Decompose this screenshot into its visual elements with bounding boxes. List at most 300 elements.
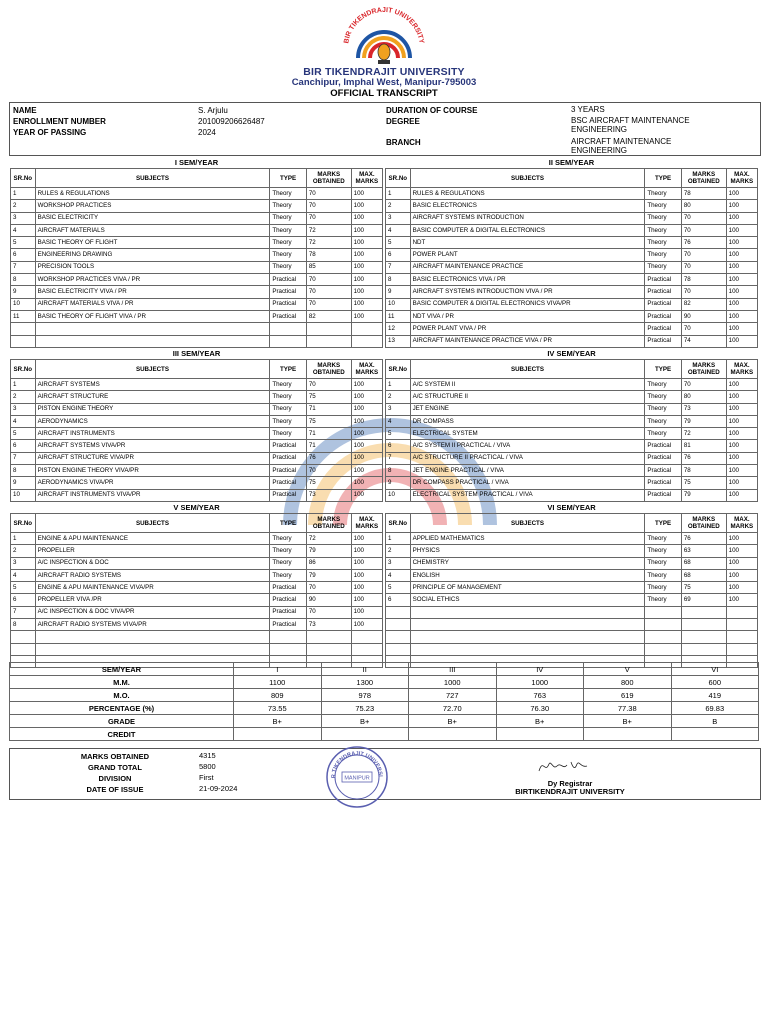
cell-marks-obtained bbox=[306, 643, 351, 655]
cell-subject: BASIC THEORY OF FLIGHT VIVA / PR bbox=[35, 310, 270, 322]
summary-cell: B+ bbox=[321, 715, 409, 728]
table-row bbox=[11, 310, 383, 322]
cell-type: Theory bbox=[645, 224, 682, 236]
cell-type: Theory bbox=[270, 379, 307, 391]
cell-subject: AIRCRAFT SYSTEMS INTRODUCTION VIVA / PR bbox=[410, 286, 645, 298]
cell-srno: 11 bbox=[11, 310, 36, 322]
summary-header-cell: VI bbox=[671, 663, 759, 676]
cell-type: Practical bbox=[270, 310, 307, 322]
table-row bbox=[11, 274, 383, 286]
semester-title: V SEM/YEAR bbox=[173, 503, 220, 512]
summary-cell: M.M. bbox=[10, 676, 234, 689]
table-row bbox=[11, 569, 383, 581]
table-row bbox=[11, 391, 383, 403]
cell-srno: 9 bbox=[386, 477, 411, 489]
cell-max-marks: 100 bbox=[351, 594, 382, 606]
col-type: TYPE bbox=[645, 360, 682, 379]
cell-subject: AERODYNAMICS bbox=[35, 415, 270, 427]
cell-type: Practical bbox=[645, 440, 682, 452]
cell-srno: 2 bbox=[386, 391, 411, 403]
table-row bbox=[11, 249, 383, 261]
cell-max-marks: 100 bbox=[351, 224, 382, 236]
cell-type: Practical bbox=[645, 310, 682, 322]
cell-subject: JET ENGINE PRACTICAL / VIVA bbox=[410, 465, 645, 477]
cell-subject: BASIC COMPUTER & DIGITAL ELECTRONICS bbox=[410, 224, 645, 236]
cell-srno bbox=[386, 643, 411, 655]
cell-type: Practical bbox=[270, 619, 307, 631]
cell-max-marks: 100 bbox=[726, 545, 757, 557]
table-row bbox=[11, 224, 383, 236]
table-row bbox=[386, 440, 758, 452]
cell-srno: 7 bbox=[386, 452, 411, 464]
cell-subject: RULES & REGULATIONS bbox=[410, 188, 645, 200]
cell-srno: 4 bbox=[11, 224, 36, 236]
summary-cell: 809 bbox=[234, 689, 322, 702]
col-subjects: SUBJECTS bbox=[410, 169, 645, 188]
branch-label: BRANCH bbox=[386, 138, 421, 147]
semester-title: II SEM/YEAR bbox=[548, 158, 595, 167]
table-row bbox=[386, 452, 758, 464]
cell-type: Practical bbox=[645, 477, 682, 489]
cell-marks-obtained: 73 bbox=[681, 403, 726, 415]
duration-label: DURATION OF COURSE bbox=[386, 106, 478, 115]
date-of-issue-value: 21-09-2024 bbox=[199, 784, 238, 793]
cell-marks-obtained: 85 bbox=[306, 261, 351, 273]
cell-max-marks: 100 bbox=[351, 619, 382, 631]
cell-marks-obtained: 73 bbox=[306, 619, 351, 631]
cell-srno: 3 bbox=[11, 403, 36, 415]
table-row bbox=[386, 465, 758, 477]
year-label: YEAR OF PASSING bbox=[13, 128, 87, 137]
cell-srno: 13 bbox=[386, 335, 411, 347]
semester-table-6 bbox=[385, 503, 758, 668]
cell-max-marks: 100 bbox=[351, 440, 382, 452]
table-row bbox=[11, 631, 383, 643]
cell-max-marks: 100 bbox=[351, 428, 382, 440]
cell-marks-obtained: 75 bbox=[306, 391, 351, 403]
table-row bbox=[11, 212, 383, 224]
cell-type: Practical bbox=[270, 440, 307, 452]
cell-type: Theory bbox=[270, 533, 307, 545]
cell-marks-obtained: 75 bbox=[306, 415, 351, 427]
cell-marks-obtained: 72 bbox=[306, 237, 351, 249]
table-row bbox=[386, 310, 758, 322]
table-row bbox=[386, 237, 758, 249]
cell-marks-obtained: 70 bbox=[681, 379, 726, 391]
cell-subject: AIRCRAFT MATERIALS bbox=[35, 224, 270, 236]
cell-max-marks: 100 bbox=[726, 489, 757, 501]
col-max-marks: MAX. MARKS bbox=[351, 169, 382, 188]
col-subjects: SUBJECTS bbox=[410, 360, 645, 379]
table-row bbox=[11, 477, 383, 489]
cell-type: Theory bbox=[645, 557, 682, 569]
cell-srno: 2 bbox=[11, 545, 36, 557]
cell-type: Theory bbox=[645, 261, 682, 273]
semester-title: IV SEM/YEAR bbox=[547, 349, 596, 358]
col-max-marks: MAX. MARKS bbox=[351, 514, 382, 533]
cell-marks-obtained: 82 bbox=[681, 298, 726, 310]
cell-type: Practical bbox=[270, 298, 307, 310]
summary-header-cell: III bbox=[409, 663, 497, 676]
cell-marks-obtained: 70 bbox=[306, 582, 351, 594]
semester-table-5 bbox=[10, 503, 383, 668]
table-row bbox=[11, 594, 383, 606]
cell-subject: PISTON ENGINE THEORY bbox=[35, 403, 270, 415]
cell-srno bbox=[386, 619, 411, 631]
cell-subject bbox=[410, 606, 645, 618]
cell-type: Theory bbox=[270, 188, 307, 200]
cell-subject: JET ENGINE bbox=[410, 403, 645, 415]
cell-srno: 5 bbox=[386, 582, 411, 594]
col-type: TYPE bbox=[270, 514, 307, 533]
table-row bbox=[386, 286, 758, 298]
branch-value-1: AIRCRAFT MAINTENANCE bbox=[571, 137, 672, 146]
grand-total-label: GRAND TOTAL bbox=[88, 763, 142, 772]
semester-table-3 bbox=[10, 349, 383, 502]
duration-value: 3 YEARS bbox=[571, 105, 605, 114]
cell-max-marks: 100 bbox=[351, 200, 382, 212]
summary-cell bbox=[234, 728, 322, 741]
university-address: Canchipur, Imphal West, Manipur-795003 bbox=[291, 77, 477, 88]
col-subjects: SUBJECTS bbox=[35, 169, 270, 188]
table-row bbox=[11, 557, 383, 569]
cell-subject: PRINCIPLE OF MANAGEMENT bbox=[410, 582, 645, 594]
cell-srno: 12 bbox=[386, 323, 411, 335]
col-srno: SR.No bbox=[11, 360, 36, 379]
cell-max-marks: 100 bbox=[726, 237, 757, 249]
cell-marks-obtained: 70 bbox=[306, 274, 351, 286]
cell-srno: 10 bbox=[386, 298, 411, 310]
name-value: S. Arjulu bbox=[198, 106, 228, 115]
cell-max-marks: 100 bbox=[351, 403, 382, 415]
cell-marks-obtained bbox=[681, 631, 726, 643]
cell-srno: 5 bbox=[386, 428, 411, 440]
cell-subject: AIRCRAFT MAINTENANCE PRACTICE VIVA / PR bbox=[410, 335, 645, 347]
cell-srno: 6 bbox=[386, 594, 411, 606]
table-row bbox=[11, 298, 383, 310]
cell-type: Practical bbox=[645, 323, 682, 335]
cell-marks-obtained: 76 bbox=[681, 237, 726, 249]
cell-srno: 6 bbox=[11, 249, 36, 261]
cell-type bbox=[645, 631, 682, 643]
cell-type bbox=[645, 606, 682, 618]
summary-header-cell: V bbox=[584, 663, 672, 676]
cell-max-marks: 100 bbox=[726, 391, 757, 403]
cell-max-marks: 100 bbox=[726, 335, 757, 347]
cell-type: Practical bbox=[645, 452, 682, 464]
cell-subject: AIRCRAFT RADIO SYSTEMS VIVA/PR bbox=[35, 619, 270, 631]
degree-label: DEGREE bbox=[386, 117, 420, 126]
cell-marks-obtained: 70 bbox=[306, 606, 351, 618]
cell-marks-obtained: 70 bbox=[681, 224, 726, 236]
cell-max-marks: 100 bbox=[351, 310, 382, 322]
svg-text:MANIPUR: MANIPUR bbox=[344, 775, 370, 782]
cell-marks-obtained: 78 bbox=[681, 274, 726, 286]
cell-max-marks bbox=[351, 643, 382, 655]
cell-type: Theory bbox=[645, 249, 682, 261]
cell-marks-obtained bbox=[306, 335, 351, 347]
cell-marks-obtained: 82 bbox=[306, 310, 351, 322]
col-srno: SR.No bbox=[11, 514, 36, 533]
cell-srno: 7 bbox=[11, 261, 36, 273]
cell-subject: AIRCRAFT STRUCTURE VIVA/PR bbox=[35, 452, 270, 464]
cell-type: Theory bbox=[270, 545, 307, 557]
cell-srno: 6 bbox=[11, 440, 36, 452]
table-row bbox=[11, 582, 383, 594]
cell-max-marks: 100 bbox=[726, 403, 757, 415]
cell-max-marks: 100 bbox=[726, 379, 757, 391]
cell-max-marks: 100 bbox=[351, 452, 382, 464]
table-row bbox=[11, 237, 383, 249]
cell-srno: 4 bbox=[386, 415, 411, 427]
cell-max-marks: 100 bbox=[726, 533, 757, 545]
cell-subject: AIRCRAFT RADIO SYSTEMS bbox=[35, 569, 270, 581]
cell-marks-obtained: 79 bbox=[681, 415, 726, 427]
cell-marks-obtained: 70 bbox=[681, 286, 726, 298]
cell-max-marks: 100 bbox=[726, 188, 757, 200]
cell-subject: ELECTRICAL SYSTEM bbox=[410, 428, 645, 440]
cell-subject: PHYSICS bbox=[410, 545, 645, 557]
table-row bbox=[386, 428, 758, 440]
cell-subject: PRECISION TOOLS bbox=[35, 261, 270, 273]
cell-srno: 11 bbox=[386, 310, 411, 322]
summary-table bbox=[9, 662, 759, 741]
cell-max-marks: 100 bbox=[351, 489, 382, 501]
table-row bbox=[11, 545, 383, 557]
cell-type: Theory bbox=[270, 224, 307, 236]
cell-marks-obtained: 75 bbox=[306, 477, 351, 489]
table-row bbox=[386, 323, 758, 335]
cell-marks-obtained: 71 bbox=[306, 403, 351, 415]
summary-cell: 619 bbox=[584, 689, 672, 702]
table-row bbox=[386, 606, 758, 618]
cell-max-marks: 100 bbox=[726, 274, 757, 286]
cell-marks-obtained: 90 bbox=[681, 310, 726, 322]
cell-marks-obtained: 70 bbox=[306, 465, 351, 477]
cell-type: Practical bbox=[645, 274, 682, 286]
cell-max-marks: 100 bbox=[351, 606, 382, 618]
table-row bbox=[386, 224, 758, 236]
cell-srno bbox=[11, 643, 36, 655]
name-label: NAME bbox=[13, 106, 37, 115]
cell-marks-obtained: 70 bbox=[306, 286, 351, 298]
cell-type: Practical bbox=[270, 465, 307, 477]
col-type: TYPE bbox=[645, 514, 682, 533]
table-row bbox=[386, 335, 758, 347]
cell-type: Practical bbox=[270, 594, 307, 606]
cell-subject: BASIC ELECTRONICS bbox=[410, 200, 645, 212]
cell-srno: 3 bbox=[386, 557, 411, 569]
cell-subject: A/C INSPECTION & DOC VIVA/PR bbox=[35, 606, 270, 618]
summary-header-cell: IV bbox=[496, 663, 584, 676]
cell-subject: AIRCRAFT SYSTEMS VIVA/PR bbox=[35, 440, 270, 452]
cell-subject: A/C SYSTEM II PRACTICAL / VIVA bbox=[410, 440, 645, 452]
table-row bbox=[386, 200, 758, 212]
semester-table-1 bbox=[10, 158, 383, 348]
col-max-marks: MAX. MARKS bbox=[726, 169, 757, 188]
cell-subject: AIRCRAFT SYSTEMS INTRODUCTION bbox=[410, 212, 645, 224]
cell-marks-obtained: 76 bbox=[306, 452, 351, 464]
cell-max-marks: 100 bbox=[726, 310, 757, 322]
cell-max-marks: 100 bbox=[351, 391, 382, 403]
table-row bbox=[11, 440, 383, 452]
grand-total-value: 5800 bbox=[199, 762, 216, 771]
university-logo bbox=[340, 6, 428, 74]
cell-type: Theory bbox=[270, 391, 307, 403]
cell-max-marks: 100 bbox=[351, 465, 382, 477]
cell-marks-obtained: 75 bbox=[681, 477, 726, 489]
cell-max-marks: 100 bbox=[726, 452, 757, 464]
cell-max-marks: 100 bbox=[726, 465, 757, 477]
cell-type: Practical bbox=[645, 298, 682, 310]
cell-srno bbox=[11, 335, 36, 347]
cell-marks-obtained: 70 bbox=[306, 379, 351, 391]
cell-srno: 8 bbox=[11, 619, 36, 631]
cell-srno: 4 bbox=[11, 569, 36, 581]
table-row bbox=[11, 452, 383, 464]
cell-srno: 5 bbox=[386, 237, 411, 249]
cell-subject bbox=[35, 643, 270, 655]
cell-srno: 6 bbox=[386, 440, 411, 452]
table-row bbox=[11, 379, 383, 391]
table-row bbox=[386, 545, 758, 557]
cell-type: Theory bbox=[645, 569, 682, 581]
cell-max-marks: 100 bbox=[351, 582, 382, 594]
col-max-marks: MAX. MARKS bbox=[351, 360, 382, 379]
table-row bbox=[386, 391, 758, 403]
degree-value-2: ENGINEERING bbox=[571, 125, 628, 134]
date-of-issue-label: DATE OF ISSUE bbox=[86, 785, 144, 794]
table-row bbox=[386, 403, 758, 415]
table-row bbox=[386, 249, 758, 261]
summary-row bbox=[10, 702, 759, 715]
cell-type: Theory bbox=[645, 403, 682, 415]
cell-max-marks: 100 bbox=[726, 582, 757, 594]
cell-type bbox=[270, 323, 307, 335]
enrollment-label: ENROLLMENT NUMBER bbox=[13, 117, 106, 126]
cell-subject: PROPELLER bbox=[35, 545, 270, 557]
cell-marks-obtained: 70 bbox=[306, 200, 351, 212]
summary-cell bbox=[584, 728, 672, 741]
cell-marks-obtained bbox=[306, 631, 351, 643]
cell-marks-obtained: 70 bbox=[681, 249, 726, 261]
cell-srno: 2 bbox=[11, 200, 36, 212]
cell-marks-obtained bbox=[681, 643, 726, 655]
year-value: 2024 bbox=[198, 128, 216, 137]
cell-subject bbox=[35, 323, 270, 335]
cell-type bbox=[645, 619, 682, 631]
cell-srno bbox=[11, 323, 36, 335]
cell-srno: 1 bbox=[386, 533, 411, 545]
cell-srno: 8 bbox=[386, 274, 411, 286]
cell-type: Practical bbox=[270, 489, 307, 501]
cell-srno: 9 bbox=[11, 286, 36, 298]
cell-max-marks: 100 bbox=[351, 286, 382, 298]
semester-table-4 bbox=[385, 349, 758, 502]
table-row bbox=[11, 261, 383, 273]
table-row bbox=[386, 298, 758, 310]
cell-marks-obtained: 74 bbox=[681, 335, 726, 347]
cell-subject bbox=[35, 335, 270, 347]
cell-max-marks: 100 bbox=[351, 557, 382, 569]
cell-subject bbox=[410, 643, 645, 655]
cell-subject: ENGINE & APU MAINTENANCE VIVA/PR bbox=[35, 582, 270, 594]
summary-cell: 419 bbox=[671, 689, 759, 702]
cell-max-marks bbox=[351, 323, 382, 335]
enrollment-value: 201009206626487 bbox=[198, 117, 265, 126]
cell-subject: ELECTRICAL SYSTEM PRACTICAL / VIVA bbox=[410, 489, 645, 501]
cell-type: Practical bbox=[645, 335, 682, 347]
summary-cell: M.O. bbox=[10, 689, 234, 702]
cell-srno: 7 bbox=[11, 606, 36, 618]
cell-max-marks: 100 bbox=[726, 428, 757, 440]
cell-max-marks: 100 bbox=[351, 533, 382, 545]
col-type: TYPE bbox=[645, 169, 682, 188]
cell-max-marks bbox=[726, 606, 757, 618]
branch-value-2: ENGINEERING bbox=[571, 146, 628, 155]
table-row bbox=[386, 379, 758, 391]
cell-srno: 5 bbox=[11, 237, 36, 249]
marks-obtained-label: MARKS OBTAINED bbox=[80, 752, 150, 761]
cell-subject: BASIC COMPUTER & DIGITAL ELECTRONICS VIVA/PR bbox=[410, 298, 645, 310]
cell-max-marks: 100 bbox=[351, 188, 382, 200]
summary-row bbox=[10, 715, 759, 728]
summary-cell: 1000 bbox=[496, 676, 584, 689]
cell-srno: 1 bbox=[386, 188, 411, 200]
cell-max-marks: 100 bbox=[726, 261, 757, 273]
summary-cell: 600 bbox=[671, 676, 759, 689]
summary-cell: 77.38 bbox=[584, 702, 672, 715]
table-row bbox=[11, 403, 383, 415]
svg-text:BIR TIKENDRAJIT UNIVERSITY: R TIKENDRAJIT UNIVERSI bbox=[330, 750, 384, 779]
cell-marks-obtained: 75 bbox=[681, 582, 726, 594]
cell-type: Theory bbox=[645, 391, 682, 403]
marks-obtained-value: 4315 bbox=[199, 751, 216, 760]
cell-type: Theory bbox=[270, 249, 307, 261]
cell-max-marks bbox=[726, 643, 757, 655]
summary-cell: B bbox=[671, 715, 759, 728]
cell-srno: 8 bbox=[11, 274, 36, 286]
table-row bbox=[11, 606, 383, 618]
cell-type: Theory bbox=[645, 200, 682, 212]
cell-type: Practical bbox=[270, 452, 307, 464]
table-row bbox=[11, 188, 383, 200]
cell-subject: NDT bbox=[410, 237, 645, 249]
cell-srno: 3 bbox=[11, 557, 36, 569]
summary-cell: 763 bbox=[496, 689, 584, 702]
cell-marks-obtained: 80 bbox=[681, 200, 726, 212]
summary-cell: 69.83 bbox=[671, 702, 759, 715]
summary-cell: 1300 bbox=[321, 676, 409, 689]
cell-subject: AIRCRAFT SYSTEMS bbox=[35, 379, 270, 391]
cell-subject: BASIC THEORY OF FLIGHT bbox=[35, 237, 270, 249]
col-srno: SR.No bbox=[386, 169, 411, 188]
page-title: OFFICIAL TRANSCRIPT bbox=[330, 88, 438, 99]
cell-subject: BASIC ELECTRONICS VIVA / PR bbox=[410, 274, 645, 286]
cell-marks-obtained: 78 bbox=[681, 188, 726, 200]
cell-marks-obtained: 79 bbox=[306, 545, 351, 557]
cell-srno: 2 bbox=[386, 545, 411, 557]
cell-max-marks bbox=[351, 631, 382, 643]
table-row bbox=[386, 631, 758, 643]
summary-header-cell: SEM/YEAR bbox=[10, 663, 234, 676]
col-marks-obtained: MARKS OBTAINED bbox=[306, 514, 351, 533]
cell-type: Theory bbox=[270, 428, 307, 440]
cell-max-marks: 100 bbox=[726, 212, 757, 224]
cell-subject: A/C SYSTEM II bbox=[410, 379, 645, 391]
cell-srno: 3 bbox=[386, 212, 411, 224]
cell-marks-obtained: 71 bbox=[306, 440, 351, 452]
